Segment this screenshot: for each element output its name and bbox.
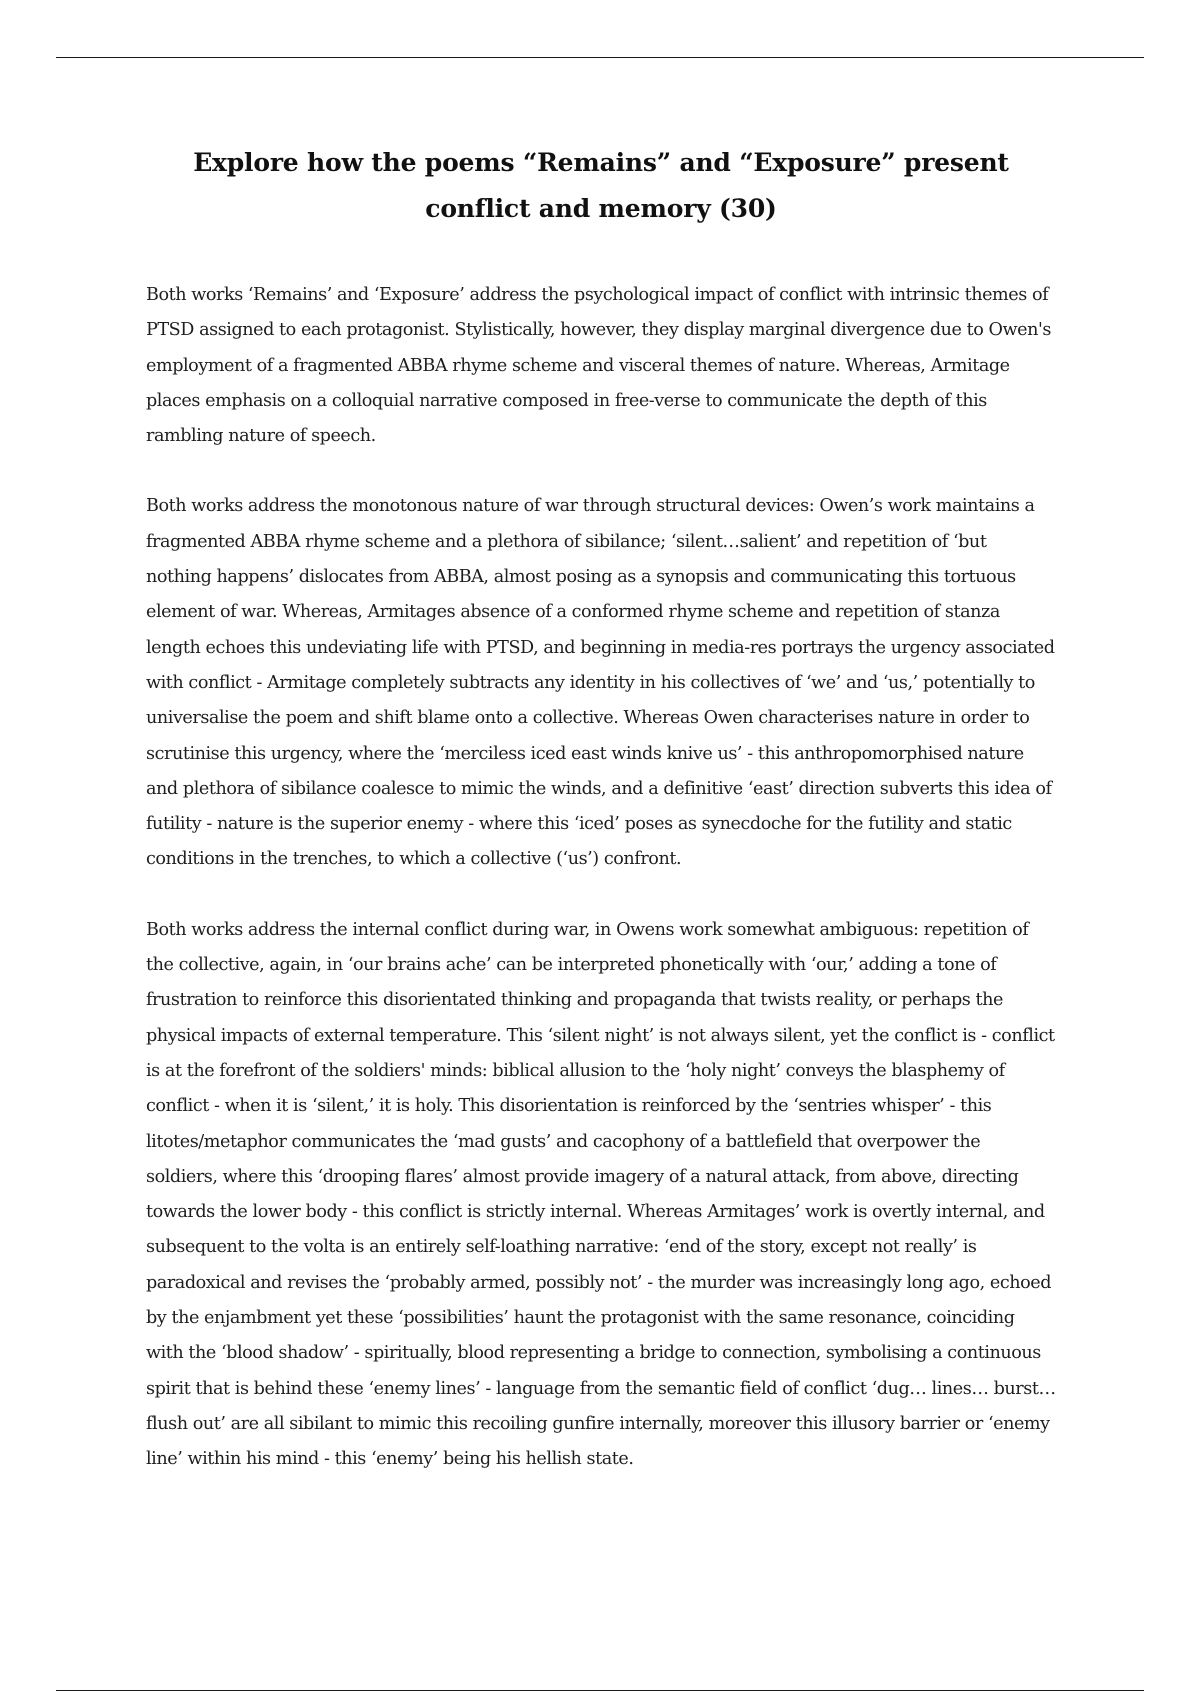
paragraph-introduction: Both works ‘Remains’ and ‘Exposure’ address the psychological impact of conflict with intrinsic themes of PTSD assigned to each protagonist. Stylistically, however, they display marginal divergence due to Owen's employment of a fragmented ABBA rhyme scheme and visceral themes of nature. Whereas, Armitage places emphasis on a colloquial narrative composed in free-verse to communicate the depth of this rambling nature of speech. bbox=[146, 285, 1051, 447]
document-title: Explore how the poems “Remains” and “Exposure” present conflict and memory (30) bbox=[193, 148, 1009, 223]
top-rule bbox=[56, 57, 1144, 58]
paragraph-internal-conflict: Both works address the internal conflict during war, in Owens work somewhat ambiguous: repetition of the collective, again, in ‘our brains ache’ can be interpreted phonetically with ‘our,’ adding a tone of frustration to reinforce this disorientated thinking and propaganda that twists reality, or perhaps the physical impacts of external temperature. This ‘silent night’ is not always silent, yet the conflict is - conflict is at the forefront of the soldiers' minds: biblical allusion to the ‘holy night’ conveys the blasphemy of conflict - when it is ‘silent,’ it is holy. This disorientation is reinforced by the ‘sentries whisper’ - this litotes/metaphor communicates the ‘mad gusts’ and cacophony of a battlefield that overpower the soldiers, where this ‘drooping flares’ almost provide imagery of a natural attack, from above, directing towards the lower body - this conflict is strictly internal. Whereas Armitages’ work is overtly internal, and subsequent to the volta is an entirely self-loathing narrative: ‘end of the story, except not really’ is paradoxical and revises the ‘probably armed, possibly not’ - the murder was increasingly long ago, echoed by the enjambment yet these ‘possibilities’ haunt the protagonist with the same resonance, coinciding with the ‘blood shadow’ - spiritually, blood representing a bridge to connection, symbolising a continuous spirit that is behind these ‘enemy lines’ - language from the semantic field of conflict ‘dug… lines… burst… flush out’ are all sibilant to mimic this recoiling gunfire internally, moreover this illusory barrier or ‘enemy line’ within his mind - this ‘enemy’ being his hellish state. bbox=[146, 919, 1056, 1470]
paragraph-structure: Both works address the monotonous nature of war through structural devices: Owen’s work maintains a fragmented ABBA rhyme scheme and a plethora of sibilance; ‘silent…salient’ and repetition of ‘but nothing happens’ dislocates from ABBA, almost posing as a synopsis and communicating this tortuous element of war. Whereas, Armitages absence of a conformed rhyme scheme and repetition of stanza length echoes this undeviating life with PTSD, and beginning in media-res portrays the urgency associated with conflict - Armitage completely subtracts any identity in his collectives of ‘we’ and ‘us,’ potentially to universalise the poem and shift blame onto a collective. Whereas Owen characterises nature in order to scrutinise this urgency, where the ‘merciless iced east winds knive us’ - this anthropomorphised nature and plethora of sibilance coalesce to mimic the winds, and a definitive ‘east’ direction subverts this idea of futility - nature is the superior enemy - where this ‘iced’ poses as synecdoche for the futility and static conditions in the trenches, to which a collective (‘us’) confront. bbox=[146, 496, 1055, 870]
bottom-rule bbox=[56, 1690, 1144, 1691]
document-body bbox=[146, 140, 1056, 1513]
